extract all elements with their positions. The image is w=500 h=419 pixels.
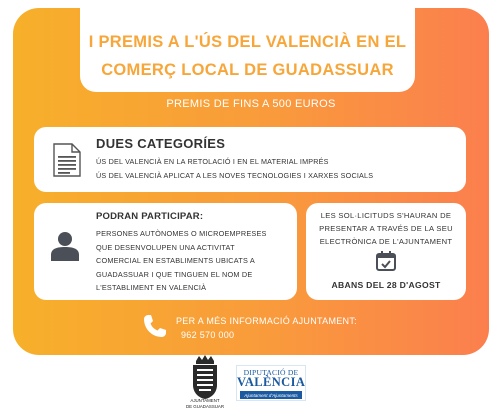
diputacio-main-text: VALÈNCIA <box>237 375 306 389</box>
participants-card <box>34 203 297 300</box>
participants-line: COMERCIAL EN ESTABLIMENTS UBICATS A <box>96 256 255 266</box>
diputacio-top-text: DIPUTACIÓ DE <box>243 368 299 377</box>
document-icon <box>53 143 81 177</box>
ajuntament-shield-logo <box>190 355 220 399</box>
contact-label: PER A MÉS INFORMACIÓ AJUNTAMENT: <box>176 316 357 326</box>
deadline-text: ABANS DEL 28 D'AGOST <box>331 280 441 290</box>
requests-text <box>310 209 462 248</box>
ajuntament-line-1: AJUNTAMENT <box>190 398 220 403</box>
ajuntament-caption <box>176 398 234 409</box>
participants-line: QUE DESENVOLUPEN UNA ACTIVITAT <box>96 242 235 252</box>
participants-heading: PODRAN PARTICIPAR: <box>96 211 204 222</box>
requests-line: LES SOL·LICITUDS S'HAURAN DE <box>320 211 452 220</box>
requests-line: PRESENTAR A TRAVÉS DE LA SEU <box>319 224 453 233</box>
participants-line: PERSONES AUTÒNOMES O MICROEMPRESES <box>96 229 267 238</box>
categories-heading: DUES CATEGORÍES <box>96 136 226 151</box>
diputacio-sub-text: Ajuntament d'Ajuntaments <box>244 392 298 398</box>
participants-line: GUADASSUAR I QUE TINGUEN EL NOM DE <box>96 269 253 279</box>
requests-card <box>306 203 466 300</box>
categories-card <box>34 127 466 192</box>
title-line-1: I PREMIS A L'ÚS DEL VALENCIÀ EN EL <box>88 33 407 51</box>
phone-icon <box>142 313 168 339</box>
prize-subtitle: PREMIS DE FINS A 500 EUROS <box>166 98 336 110</box>
ajuntament-line-2: DE GUADASSUAR <box>185 403 225 409</box>
category-item-1: ÚS DEL VALENCIÀ EN LA RETOLACIÓ I EN EL MATERIAL IMPRÉS <box>96 157 329 166</box>
title-line-2: COMERÇ LOCAL DE GUADASSUAR <box>101 61 394 79</box>
category-item-2: ÚS DEL VALENCIÀ APLICAT A LES NOVES TECNOLOGIES I XARXES SOCIALS <box>96 171 374 180</box>
calendar-check-icon <box>375 250 397 272</box>
participants-line: L'ESTABLIMENT EN VALENCIÀ <box>96 283 207 293</box>
person-icon <box>49 231 81 261</box>
participants-text <box>96 227 296 295</box>
contact-phone[interactable]: 962 570 000 <box>181 330 235 340</box>
title-banner <box>80 8 415 92</box>
requests-line: ELECTRÒNICA DE L'AJUNTAMENT <box>319 237 453 246</box>
diputacio-logo <box>236 365 306 401</box>
